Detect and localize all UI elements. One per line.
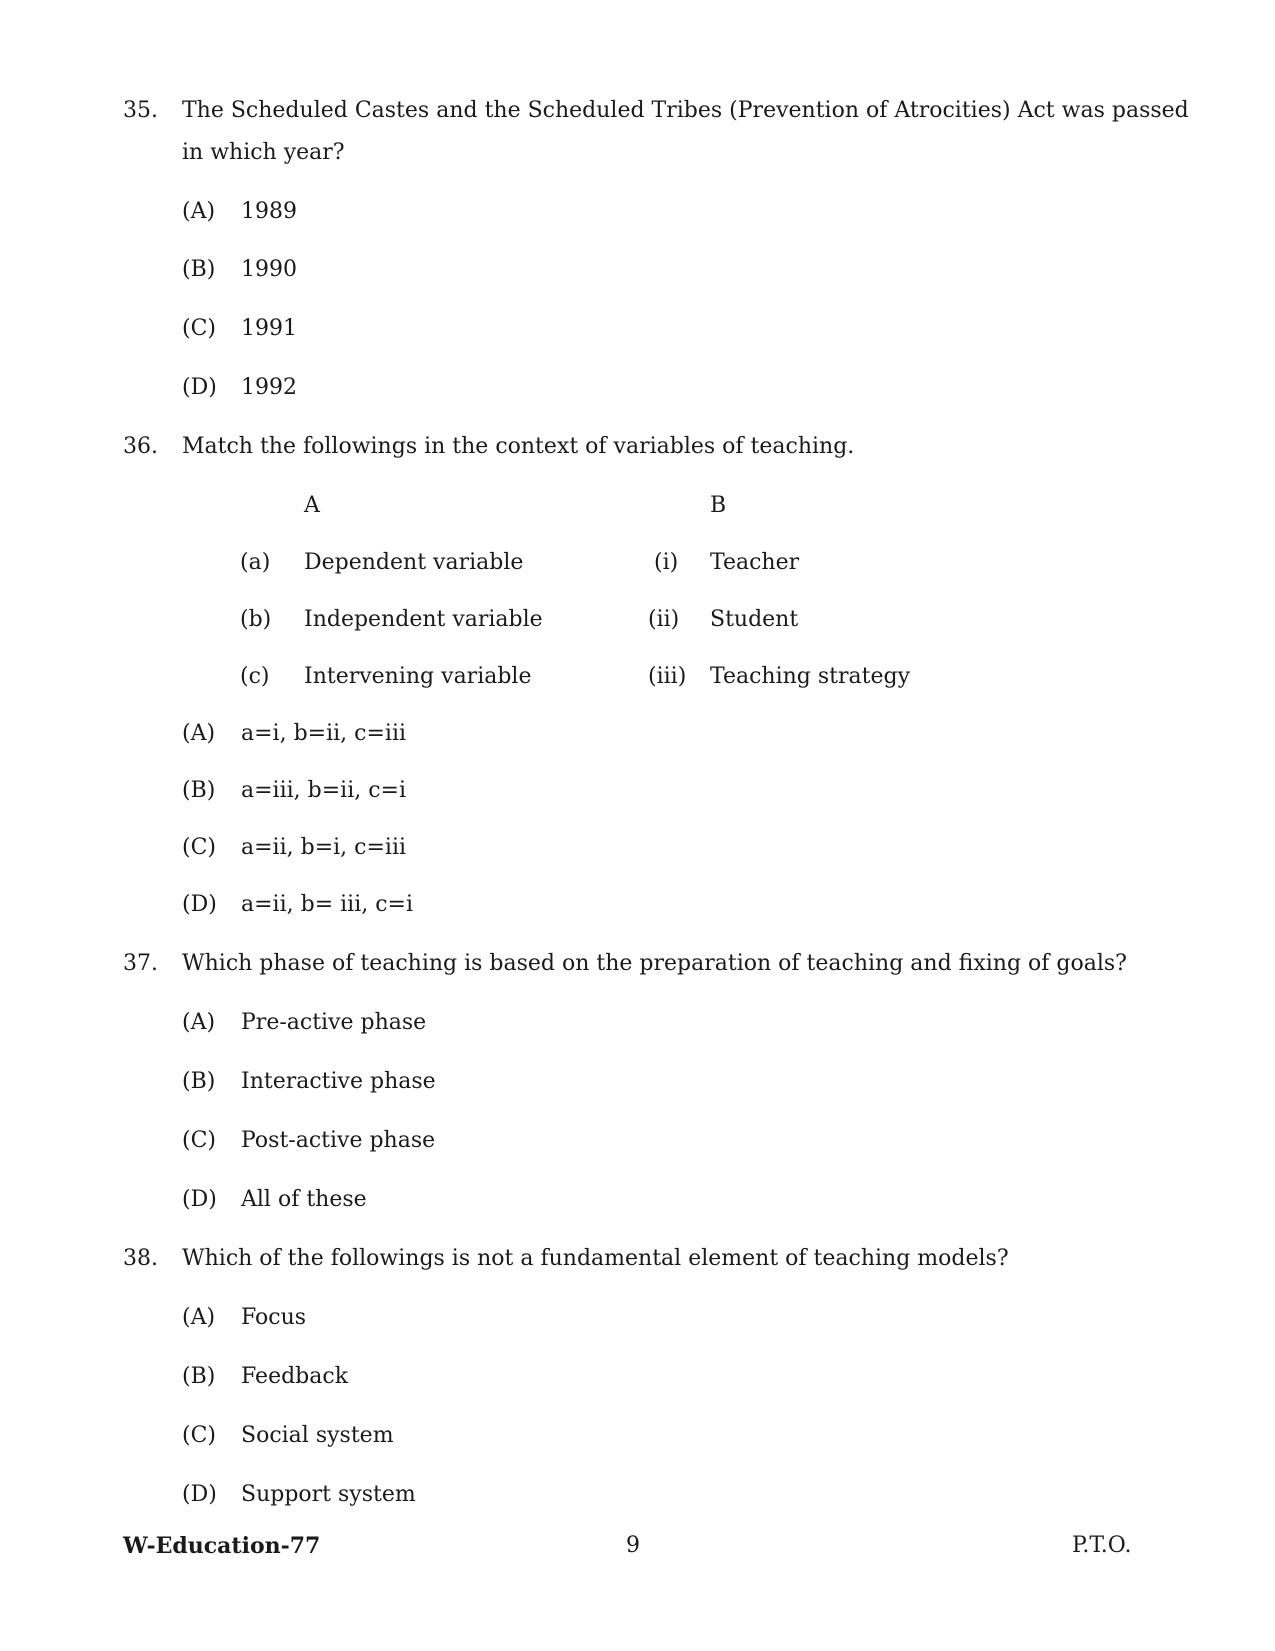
column-a-header: A <box>304 493 320 518</box>
option-text: a=iii, b=ii, c=i <box>241 778 407 803</box>
match-a-text: Dependent variable <box>304 550 524 575</box>
question-number: 35. <box>123 98 158 123</box>
match-b-text: Student <box>710 607 799 632</box>
paper-code: W-Education-77 <box>123 1533 321 1559</box>
match-a-text: Intervening variable <box>304 664 532 689</box>
option-text: a=i, b=ii, c=iii <box>241 721 407 746</box>
match-b-text: Teaching strategy <box>710 664 911 689</box>
option-label: (B) <box>182 778 216 803</box>
option-label: (B) <box>182 1069 216 1094</box>
option-text: Support system <box>241 1482 416 1507</box>
pto-label: P.T.O. <box>1072 1533 1132 1558</box>
option-label: (D) <box>182 892 217 917</box>
match-b-label: (iii) <box>648 664 687 689</box>
option-text: Focus <box>241 1305 307 1330</box>
option-label: (A) <box>182 721 216 746</box>
option-label: (B) <box>182 1364 216 1389</box>
option-label: (C) <box>182 1423 216 1448</box>
option-text: 1992 <box>241 375 297 400</box>
question-number: 37. <box>123 951 158 976</box>
match-a-label: (a) <box>240 550 271 575</box>
option-text: All of these <box>241 1187 367 1212</box>
question-text: Which phase of teaching is based on the preparation of teaching and fixing of goals? <box>182 951 1127 976</box>
option-text: a=ii, b=i, c=iii <box>241 835 407 860</box>
page-number: 9 <box>626 1533 640 1558</box>
option-text: 1991 <box>241 316 297 341</box>
question-text: Match the followings in the context of variables of teaching. <box>182 434 855 459</box>
match-b-label: (ii) <box>648 607 680 632</box>
option-label: (C) <box>182 835 216 860</box>
match-b-label: (i) <box>654 550 679 575</box>
option-label: (D) <box>182 1187 217 1212</box>
option-text: Feedback <box>241 1364 349 1389</box>
question-number: 36. <box>123 434 158 459</box>
option-text: 1990 <box>241 257 297 282</box>
question-text: The Scheduled Castes and the Scheduled Tribes (Prevention of Atrocities) Act was passed <box>182 98 1189 123</box>
option-text: Post-active phase <box>241 1128 436 1153</box>
option-label: (C) <box>182 1128 216 1153</box>
option-text: Social system <box>241 1423 394 1448</box>
option-text: a=ii, b= iii, c=i <box>241 892 414 917</box>
match-a-label: (b) <box>240 607 272 632</box>
match-a-text: Independent variable <box>304 607 543 632</box>
match-b-text: Teacher <box>710 550 800 575</box>
question-text: in which year? <box>182 140 345 165</box>
option-label: (B) <box>182 257 216 282</box>
question-number: 38. <box>123 1246 158 1271</box>
option-label: (C) <box>182 316 216 341</box>
match-a-label: (c) <box>240 664 270 689</box>
option-text: 1989 <box>241 199 297 224</box>
option-label: (D) <box>182 1482 217 1507</box>
option-text: Interactive phase <box>241 1069 436 1094</box>
option-text: Pre-active phase <box>241 1010 427 1035</box>
option-label: (A) <box>182 199 216 224</box>
question-text: Which of the followings is not a fundamental element of teaching models? <box>182 1246 1009 1271</box>
option-label: (A) <box>182 1010 216 1035</box>
option-label: (A) <box>182 1305 216 1330</box>
column-b-header: B <box>710 493 727 518</box>
option-label: (D) <box>182 375 217 400</box>
